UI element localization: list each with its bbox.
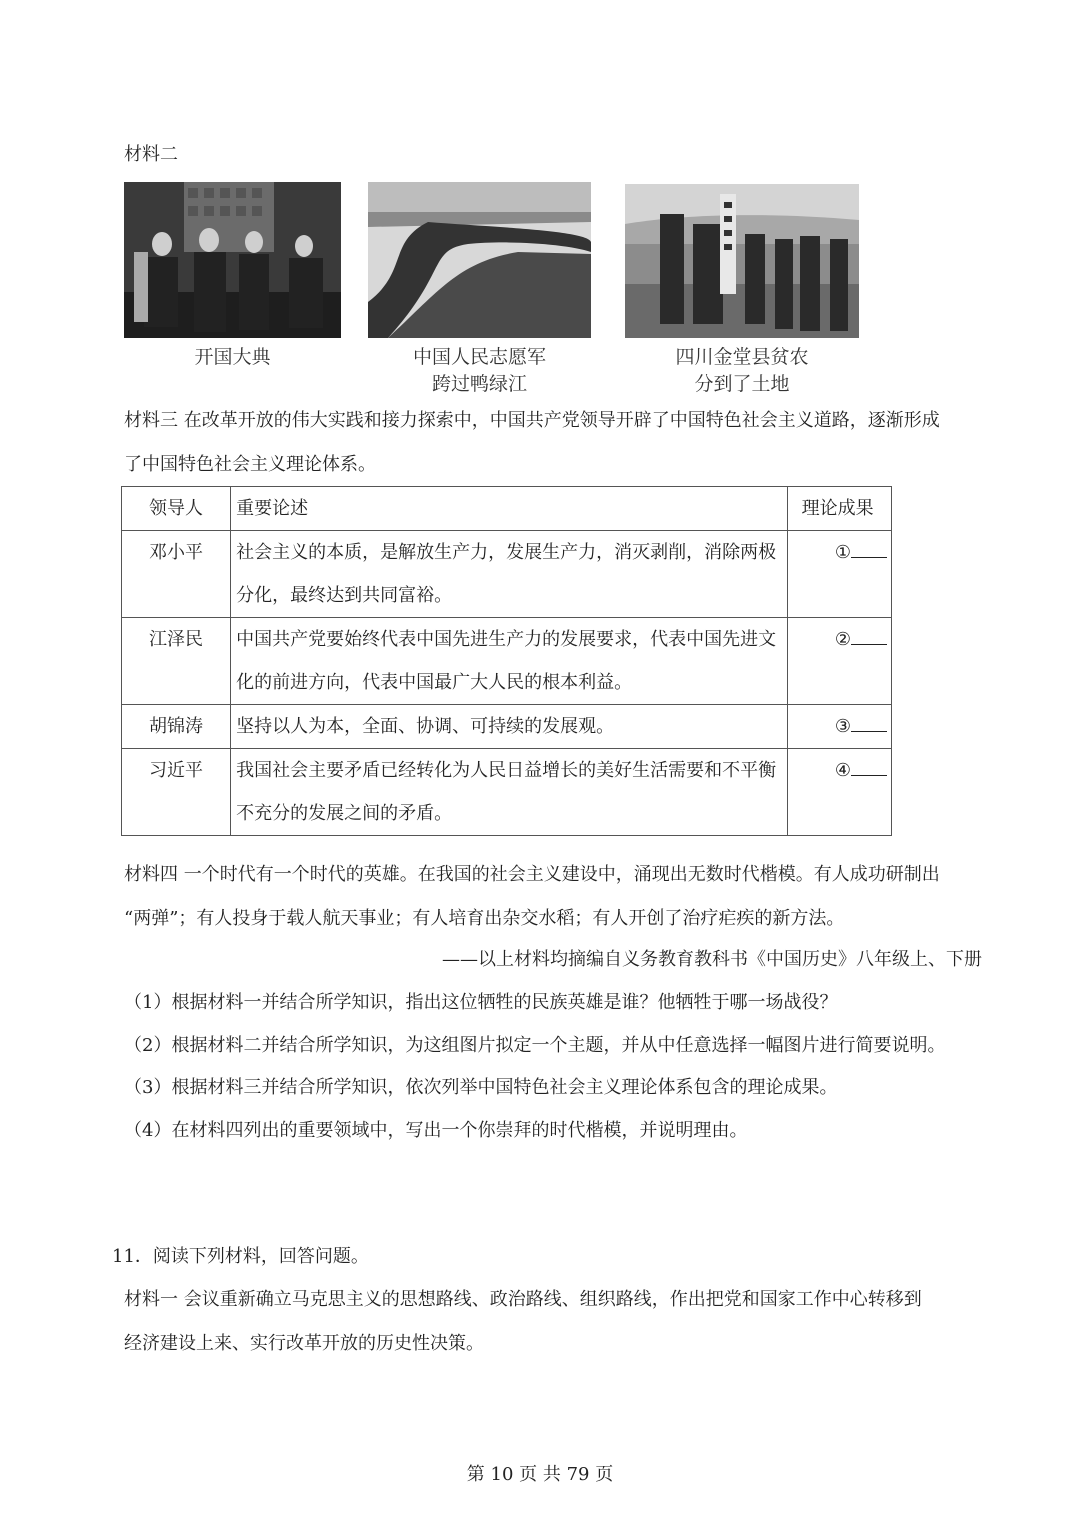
result-marker: ② [834, 629, 851, 650]
question-2: （2）根据材料二并结合所学知识，为这组图片拟定一个主题，并从中任意选择一幅图片进行简要说明。 [124, 1035, 946, 1056]
question-3: （3）根据材料三并结合所学知识，依次列举中国特色社会主义理论体系包含的理论成果。 [124, 1077, 838, 1098]
theory-table [121, 486, 892, 836]
material4-source: ——以上材料均摘编自义务教育教科书《中国历史》八年级上、下册 [442, 949, 982, 970]
table-row [122, 618, 892, 705]
leader-cell: 江泽民 [122, 618, 231, 705]
material4-line1: 材料四 一个时代有一个时代的英雄。在我国的社会主义建设中，涌现出无数时代楷模。有人成功研制出 [124, 864, 940, 885]
result-cell [788, 749, 892, 836]
question-1: （1）根据材料一并结合所学知识，指出这位牺牲的民族英雄是谁？他牺牲于哪一场战役？ [124, 992, 838, 1013]
header-statement: 重要论述 [231, 487, 788, 531]
material3-line1: 材料三 在改革开放的伟大实践和接力探索中，中国共产党领导开辟了中国特色社会主义道路，逐渐形成 [124, 410, 940, 431]
page-footer: 第 10 页 共 79 页 [466, 1464, 614, 1485]
result-marker: ① [834, 542, 851, 563]
answer-blank [851, 539, 887, 558]
header-leader: 领导人 [122, 487, 231, 531]
table-header-row [122, 487, 892, 531]
result-cell [788, 531, 892, 618]
caption-line: 中国人民志愿军 [412, 346, 546, 368]
leader-cell: 习近平 [122, 749, 231, 836]
material2-label: 材料二 [124, 144, 178, 165]
header-result: 理论成果 [788, 487, 892, 531]
question-4: （4）在材料四列出的重要领域中，写出一个你崇拜的时代楷模，并说明理由。 [124, 1120, 748, 1141]
q11-material1-line1: 材料一 会议重新确立马克思主义的思想路线、政治路线、组织路线，作出把党和国家工作中心转移到 [124, 1289, 922, 1310]
result-marker: ④ [834, 760, 851, 781]
answer-blank [851, 757, 887, 776]
statement-cell: 社会主义的本质，是解放生产力，发展生产力，消灭剥削，消除两极分化，最终达到共同富裕。 [231, 531, 788, 618]
result-cell [788, 618, 892, 705]
result-marker: ③ [834, 716, 851, 737]
leader-cell: 邓小平 [122, 531, 231, 618]
statement-cell: 坚持以人为本，全面、协调、可持续的发展观。 [231, 705, 788, 749]
question-11-title: 11．阅读下列材料，回答问题。 [112, 1246, 369, 1267]
table-row [122, 705, 892, 749]
caption-line: 开国大典 [194, 346, 271, 368]
result-cell [788, 705, 892, 749]
material4-line2: “两弹”；有人投身于载人航天事业；有人培育出杂交水稻；有人开创了治疗疟疾的新方法。 [124, 908, 845, 929]
table-row [122, 531, 892, 618]
answer-blank [851, 713, 887, 732]
leader-cell: 胡锦涛 [122, 705, 231, 749]
statement-cell: 我国社会主要矛盾已经转化为人民日益增长的美好生活需要和不平衡不充分的发展之间的矛盾。 [231, 749, 788, 836]
founding-ceremony-photo [124, 182, 341, 338]
land-reform-photo [625, 184, 859, 338]
material3-line2: 了中国特色社会主义理论体系。 [124, 454, 376, 475]
land-reform-caption [625, 344, 859, 398]
volunteers-caption [368, 344, 591, 398]
answer-blank [851, 626, 887, 645]
q11-material1-line2: 经济建设上来、实行改革开放的历史性决策。 [124, 1333, 484, 1354]
caption-line: 跨过鸭绿江 [431, 373, 527, 395]
caption-line: 四川金堂县贫农 [675, 346, 809, 368]
founding-ceremony-caption [124, 344, 341, 371]
caption-line: 分到了土地 [694, 373, 790, 395]
volunteers-crossing-photo [368, 182, 591, 338]
table-row [122, 749, 892, 836]
statement-cell: 中国共产党要始终代表中国先进生产力的发展要求，代表中国先进文化的前进方向，代表中国最广大人民的根本利益。 [231, 618, 788, 705]
